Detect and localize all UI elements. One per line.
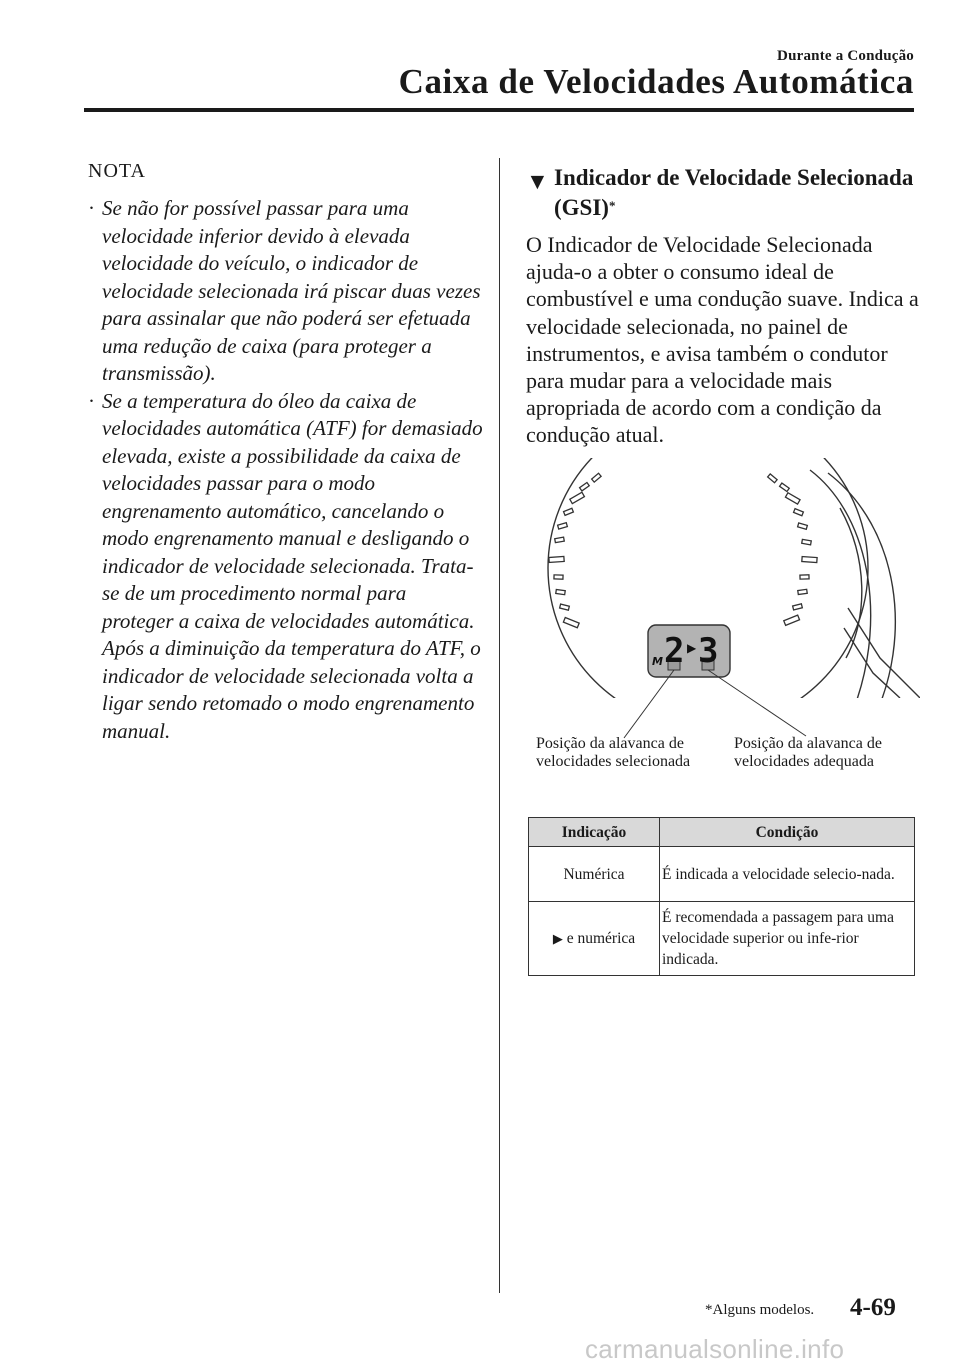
table-cell-indication (529, 847, 660, 902)
gsi-display (648, 625, 730, 677)
table-cell-indication (529, 902, 660, 976)
table-header-condicao: Condição (660, 818, 915, 847)
indication-table (528, 817, 915, 976)
running-header-section: Durante a Condução (777, 48, 914, 64)
bullet-dot-icon: · (88, 196, 95, 220)
header-rule (84, 108, 914, 112)
upshift-arrow-icon: ▶ (552, 931, 563, 946)
note-box (88, 160, 483, 745)
watermark: carmanualsonline.info (585, 1334, 845, 1364)
bullet-dot-icon: · (88, 388, 95, 413)
gsi-mode-letter: M (652, 655, 663, 668)
caption-recommended-gear: Posição da alavanca de velocidades adequada (734, 735, 882, 770)
footnote-asterisk: * (608, 198, 616, 213)
gsi-current-gear: 2 (664, 631, 685, 671)
note-bullet-text: Se a temperatura do óleo da caixa de velocidades automática (ATF) for demasiado elevada, existe a possibilidade da caixa de velocidades passar para o modo engrenamento automático, cancelando o modo engrenamento manual e desligando o indicador de velocidade selecionada. Trata-se de um procedimento normal para proteger a caixa de velocidades automática. Após a diminuição da temperatura do ATF, o indicador de velocidade selecionada volta a ligar sendo retomado o modo engrenamento manual. (102, 388, 483, 743)
indication-text: e numérica (562, 930, 636, 947)
section-heading-line1: Indicador de Velocidade Selecionada (554, 165, 914, 190)
gauge-ring (548, 458, 868, 728)
gsi-recommended-gear: 3 (698, 631, 719, 671)
triangle-marker-icon: ▼ (526, 169, 549, 194)
right-gauge-arc (840, 508, 862, 658)
note-bullet (88, 195, 483, 388)
leader-line-right (708, 670, 806, 736)
caption-selected-gear: Posição da alavanca de velocidades selecionada (536, 735, 691, 770)
note-bullet (88, 388, 483, 746)
footnote-text: *Alguns modelos. (705, 1302, 815, 1318)
page-number: 4-69 (850, 1294, 896, 1321)
section-heading-gsi: (GSI) (554, 195, 609, 220)
table-row (529, 902, 915, 976)
section-heading-line2 (554, 192, 615, 224)
left-ticks (549, 473, 601, 628)
running-header-title: Caixa de Velocidades Automática (398, 62, 914, 101)
gsi-arrow-icon: ▶ (687, 641, 697, 655)
note-title: NOTA (88, 160, 146, 182)
right-ticks (768, 474, 817, 626)
section-body: O Indicador de Velocidade Selecionada ajuda-o a obter o consumo ideal de combustível e uma condução suave. Indica a velocidade selecionada, no painel de instrumentos, e avisa também o condutor para mudar para a velocidade mais apropriada de acordo com a condição da condução atual. (526, 232, 919, 448)
indication-text: Numérica (563, 865, 625, 883)
table-cell-condition: É indicada a velocidade selecio-nada. (660, 847, 915, 902)
leader-line-left (624, 670, 674, 738)
table-row (529, 847, 915, 902)
table-cell-condition: É recomendada a passagem para uma velocidade superior ou infe-rior indicada. (660, 902, 915, 976)
note-bullet-text: Se não for possível passar para uma velocidade inferior devido à elevada velocidade do veículo, o indicador de velocidade selecionada irá piscar duas vezes para assinalar que não poderá ser efetuada uma redução de caixa (para proteger a transmissão). (102, 196, 481, 385)
column-divider (499, 158, 500, 1293)
table-header-indicacao: Indicação (529, 818, 660, 847)
